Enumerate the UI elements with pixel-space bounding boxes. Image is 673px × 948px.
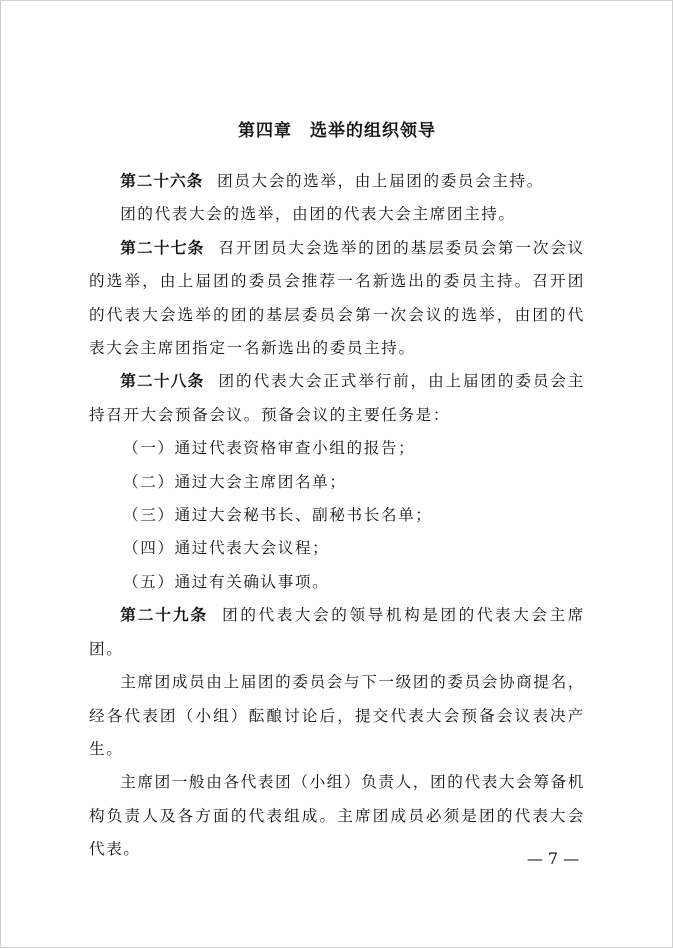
paragraph: 主席团一般由各代表团（小组）负责人，团的代表大会筹备机构负责人及各方面的代表组成。主席团成员必须是团的代表大会代表。 (89, 773, 585, 859)
article-28 (89, 365, 585, 432)
document-body (89, 120, 585, 867)
chapter-title (89, 120, 585, 142)
chapter-name: 选举的组织领导 (310, 121, 436, 141)
article-text: 团员大会的选举，由上届团的委员会主持。 (217, 172, 544, 190)
list-item: （四）通过代表大会议程； (123, 539, 330, 558)
article-27 (89, 232, 585, 366)
article-label: 第二十八条 (120, 372, 205, 391)
list-item: （一）通过代表资格审查小组的报告； (123, 439, 416, 458)
paragraph: 团的代表大会的选举，由团的代表大会主席团主持。 (120, 205, 516, 224)
chapter-number: 第四章 (238, 121, 292, 141)
article-label: 第二十九条 (120, 606, 209, 625)
article-text: 团的代表大会正式举行前，由上届团的委员会主持召开大会预备会议。预备会议的主要任务是： (89, 372, 585, 424)
article-label: 第二十七条 (120, 238, 205, 257)
page-number: — 7 — (526, 849, 580, 868)
list-item: （二）通过大会主席团名单； (123, 472, 347, 491)
article-26 (89, 165, 585, 198)
article-label: 第二十六条 (120, 172, 204, 190)
paragraph: 主席团成员由上届团的委员会与下一级团的委员会协商提名，经各代表团（小组）酝酿讨论后，提交代表大会预备会议表决产生。 (89, 673, 585, 758)
article-text: 召开团员大会选举的团的基层委员会第一次会议的选举，由上届团的委员会推荐一名新选出的委员主持。召开团的代表大会选举的团的基层委员会第一次会议的选举，由团的代表大会主席团指定一名新选出的委员主持。 (89, 238, 585, 358)
article-text: 团的代表大会的领导机构是团的代表大会主席团。 (89, 606, 585, 658)
article-29 (89, 599, 585, 666)
list-item: （五）通过有关确认事项。 (123, 572, 330, 591)
list-item: （三）通过大会秘书长、副秘书长名单； (123, 506, 433, 525)
